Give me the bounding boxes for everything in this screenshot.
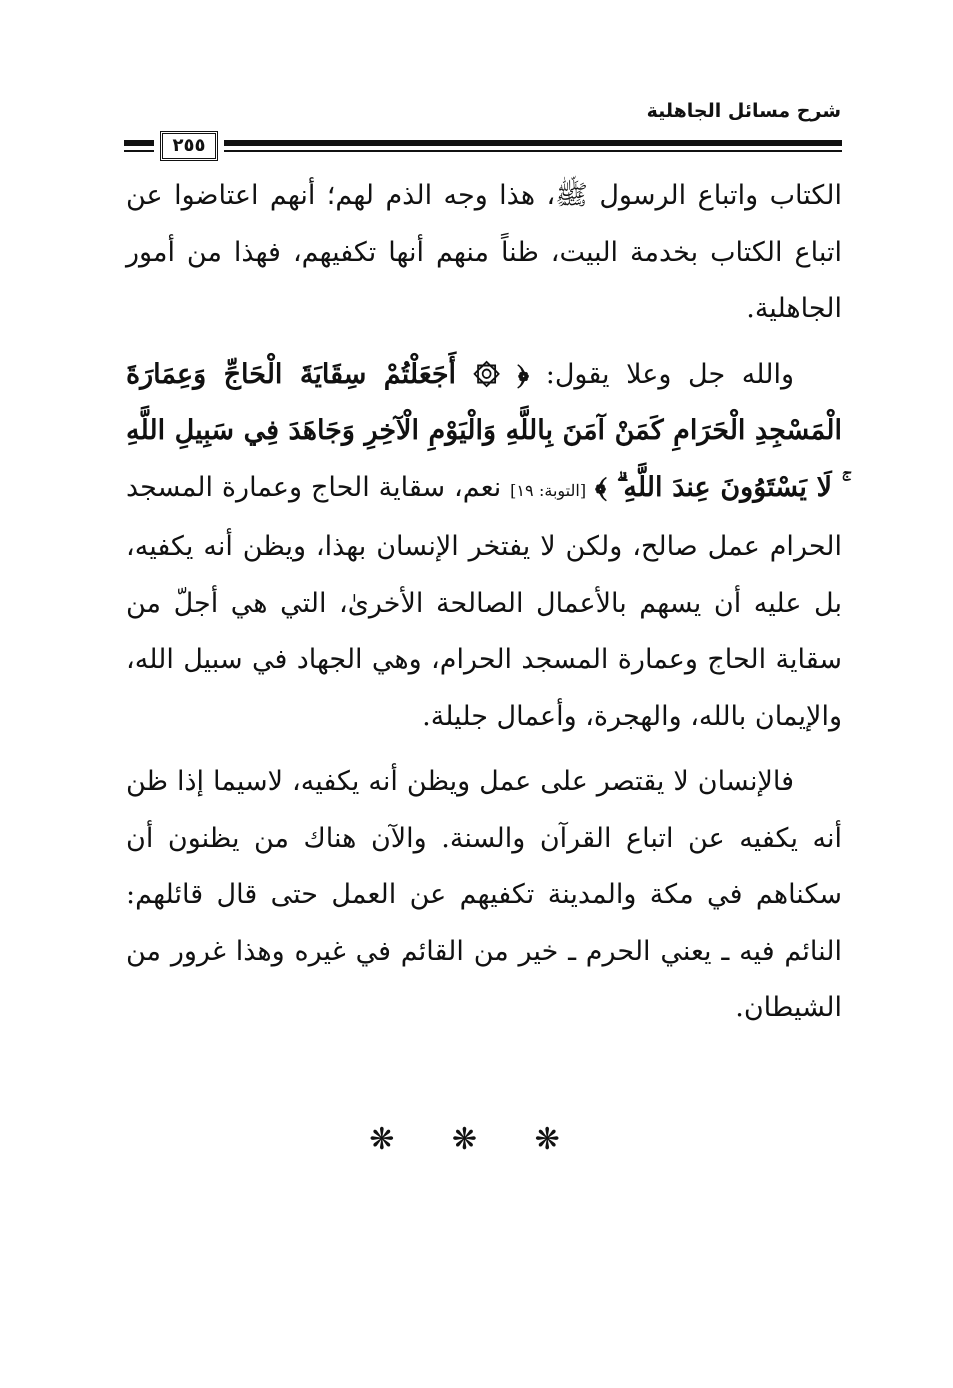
header-rule bbox=[224, 140, 842, 152]
paragraph-1: الكتاب واتباع الرسول ﷺ، هذا وجه الذم لهم؛ أنهم اعتاضوا عن اتباع الكتاب بخدمة البيت، ظناً منهم أنها تكفيهم، فهذا من أمور الجاهلية. bbox=[126, 180, 842, 324]
page-number: ٢٥٥ bbox=[160, 131, 218, 161]
paragraph-3: فالإنسان لا يقتصر على عمل ويظن أنه يكفيه، لاسيما إذا ظن أنه يكفيه عن اتباع القرآن والسنة. والآن هناك من يظنون أن سكناهم في مكة والمدينة تكفيهم عن العمل حتى قال قائلهم: النائم فيه ـ يعني الحرم ـ خير من القائم في غيره وهذا غرور من الشيطان. bbox=[126, 766, 842, 1023]
section-separator: ❋ ❋ ❋ bbox=[369, 1122, 584, 1157]
quran-verse: ﴿ ۞ أَجَعَلْتُمْ سِقَايَةَ الْحَاجِّ وَعِمَارَةَ الْمَسْجِدِ الْحَرَامِ كَمَنْ آمَنَ بِاللَّهِ وَالْيَوْمِ الْآخِرِ وَجَاهَدَ فِي سَبِيلِ اللَّهِ ۚ لَا يَسْتَوُونَ عِندَ اللَّهِ ۗ ﴾ bbox=[126, 358, 842, 503]
body-text bbox=[126, 168, 842, 1037]
paragraph-2 bbox=[126, 347, 842, 746]
paragraph-2-rest: نعم، سقاية الحاج وعمارة المسجد الحرام عمل صالح، ولكن لا يفتخر الإنسان بهذا، ويظن أنه يكفيه، بل عليه أن يسهم بالأعمال الصالحة الأخرىٰ، التي هي أجلّ من سقاية الحاج وعمارة المسجد الحرام، وهي الجهاد في سبيل الله، والإيمان بالله، والهجرة، وأعمال جليلة. bbox=[126, 471, 842, 732]
quote-intro: والله جل وعلا يقول: bbox=[545, 358, 794, 390]
header-rule-short bbox=[124, 140, 154, 152]
running-head-title: شرح مسائل الجاهلية bbox=[646, 100, 841, 122]
verse-citation: [التوبة: ١٩] bbox=[510, 480, 587, 500]
